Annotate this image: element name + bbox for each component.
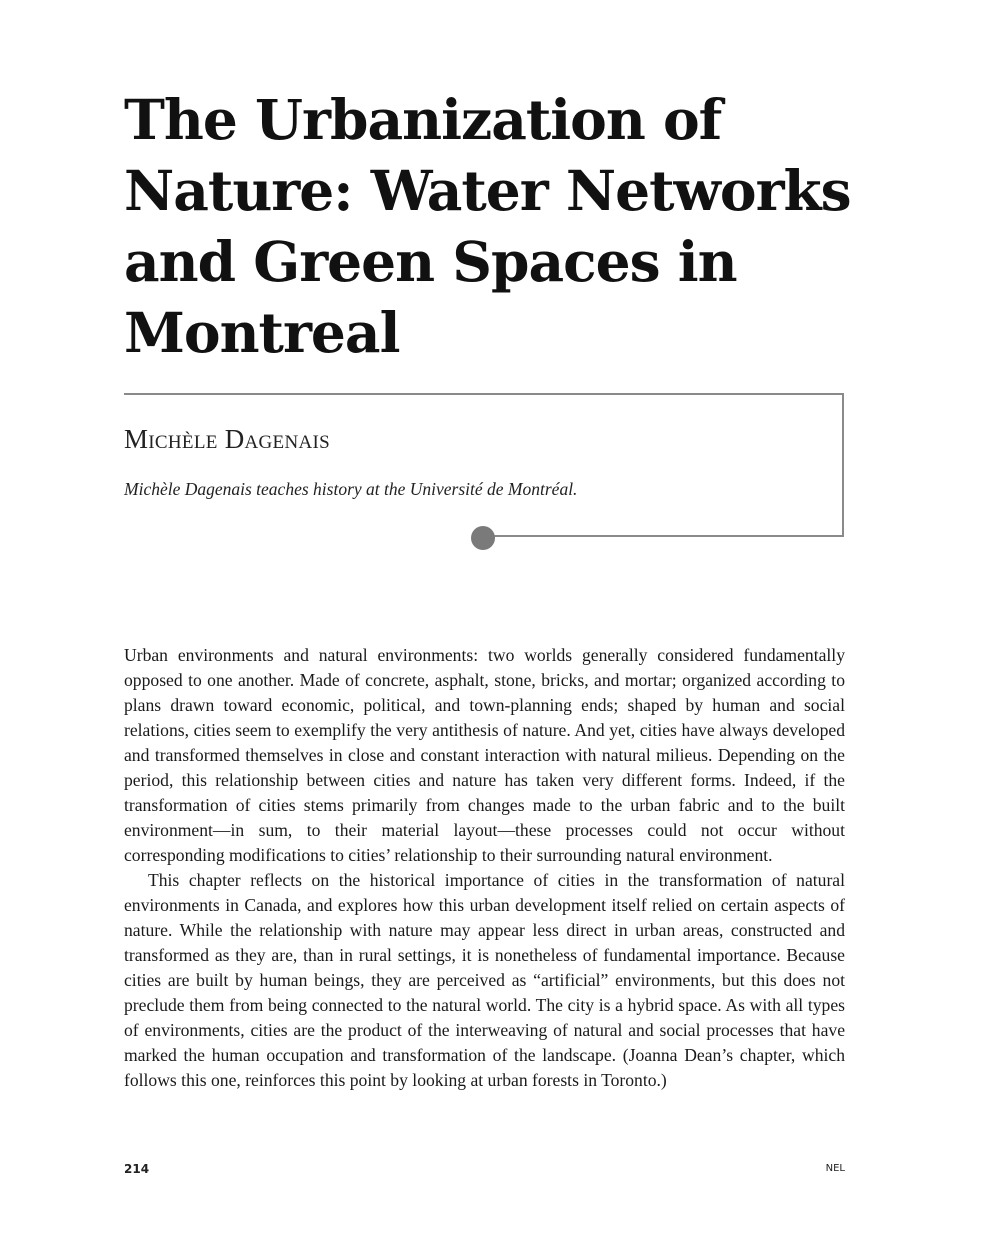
author-bio: Michèle Dagenais teaches history at the Université de Montréal. — [124, 479, 578, 499]
author-name: Michèle Dagenais — [124, 424, 330, 454]
frame-bullet-dot — [471, 526, 495, 550]
body-paragraph-2: This chapter reflects on the historical importance of cities in the transformation of natural environments in Canada, and explores how this urban development itself relied on certain aspects of nature. While the relationship with nature may appear less direct in urban areas, constructed and transformed as they are, than in rural settings, it is nonetheless of fundamental importance. Because cities are built by human beings, they are perceived as “artificial” environments, but this does not preclude them from being connected to the natural world. The city is a hybrid space. As with all types of environments, cities are the product of the interweaving of natural and social processes that have marked the human occupation and transformation of the landscape. (Joanna Dean’s chapter, which follows this one, reinforces this point by looking at urban forests in Toronto.) — [124, 870, 845, 1090]
chapter-title: The Urbanization of Nature: Water Networks and Green Spaces in Montreal — [124, 87, 851, 365]
page-number: 214 — [124, 1162, 150, 1176]
frame-gap — [124, 533, 482, 537]
author-frame — [124, 393, 844, 537]
body-paragraph-1: Urban environments and natural environments: two worlds generally considered fundamentally opposed to one another. Made of concrete, asphalt, stone, bricks, and mortar; organized according to plans drawn toward economic, political, and town-planning ends; shaped by human and social relations, cities seem to exemplify the very antithesis of nature. And yet, cities have always developed and transformed themselves in close and constant interaction with natural milieus. Depending on the period, this relationship between cities and nature has taken very different forms. Indeed, if the transformation of cities stems primarily from changes made to the urban fabric and to the built environment—in sum, to their material layout—these processes could not occur without corresponding modifications to cities’ relationship to their surrounding natural environment. — [124, 645, 845, 865]
chapter-body — [124, 643, 845, 1093]
publisher-mark: NEL — [825, 1163, 845, 1174]
